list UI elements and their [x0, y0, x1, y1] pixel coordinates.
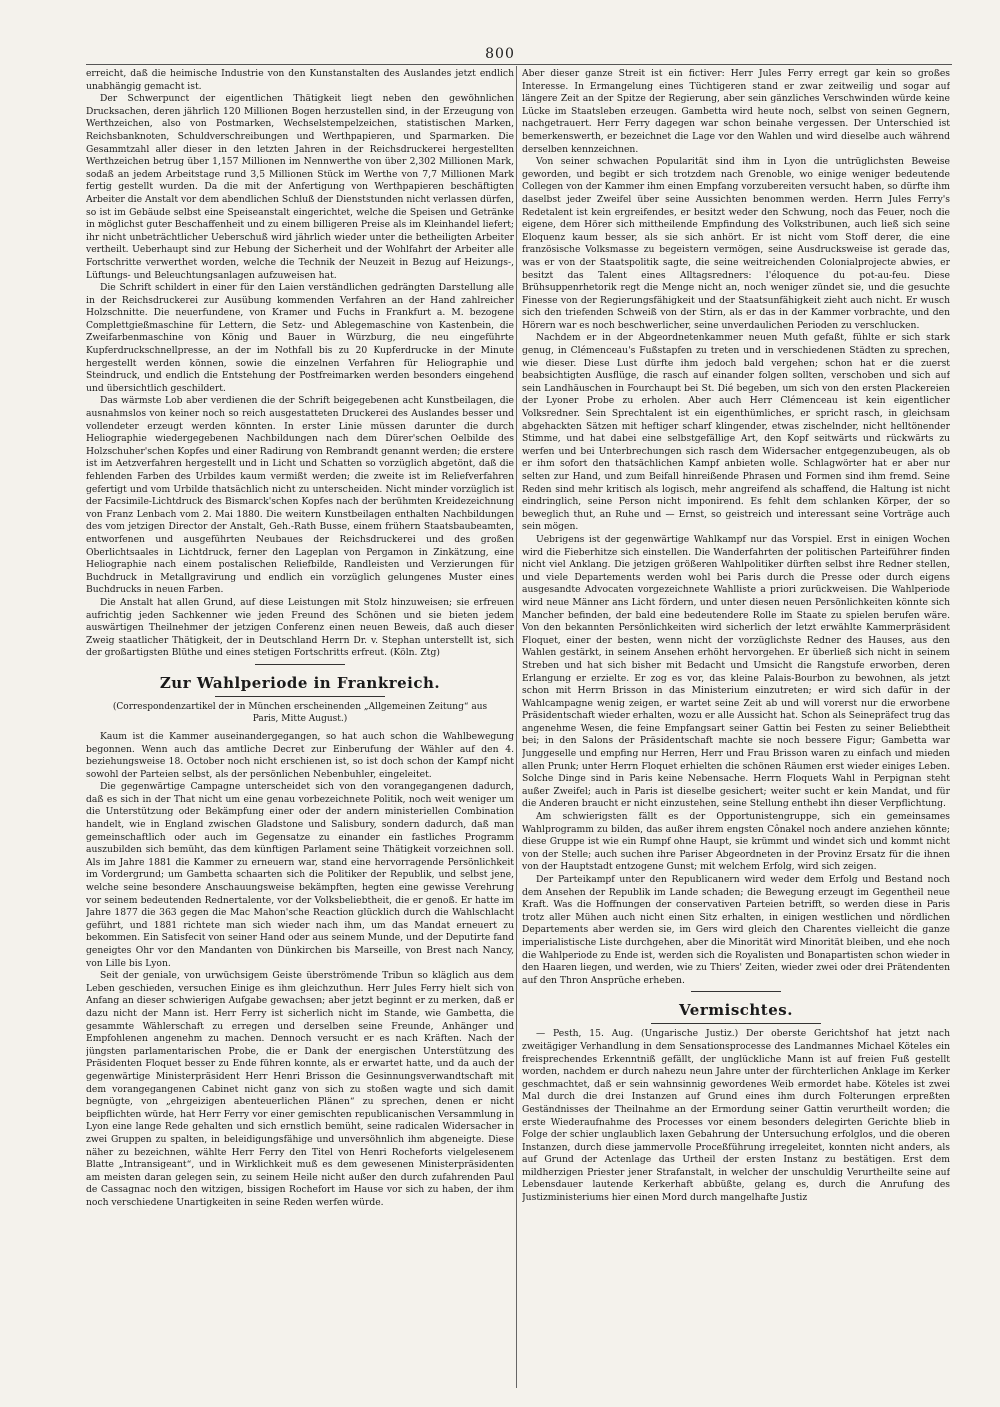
article-paragraph: Die Schrift schildert in einer für den Laien verständlichen gedrängten Darstellung alle in der Reichsdruckerei zur Ausübung kommenden Verfahren an der Hand zahlreicher Holzschnitte. Die neuerfundene, von Kramer und Fuchs in Frankfurt a. M. bezogene Complettgießmaschine für Lettern, die Setz- und Ablegemaschine von Kastenbein, die Zweifarbenmaschine von König und Bauer in Würzburg, die neu eingeführte Kupferdruckschnellpresse, an der im Nothfall bis zu 20 Kupferdrucke in der Minute hergestellt werden können, sowie die einzelnen Verfahren für Heliographie und Steindruck, und endlich die Entstehung der Postfreimarken werden besonders eingehend und übersichtlich geschildert. [86, 282, 514, 394]
article-paragraph: Seit der geniale, von urwüchsigem Geiste überströmende Tribun so kläglich aus dem Leben geschieden, versuchen Einige es ihm gleichzuthun. Herr Jules Ferry hielt sich von Anfang an dieser schwierigen Aufgabe gewachsen; aber jetzt beginnt er zu merken, daß er dazu nicht der Mann ist. Herr Ferry ist sicherlich nicht im Stande, wie Gambetta, die gesammte Wählerschaft zu erregen und derselben seine Freunde, Anhänger und Empfohlenen angenehm zu machen. Dennoch versucht er es nach Kräften. Nach der jüngsten parlamentarischen Probe, die er Dank der energischen Unterstützung des Präsidenten Floquet besser zu Ende führen konnte, als er erwartet hatte, und da auch der gegenwärtige Ministerpräsident Herr Henri Brisson die Gesinnungsverwandtschaft mit dem vorangegangenen Cabinet nicht ganz von sich zu stoßen wagte und sich damit begnügte, von „ehrgeizigen abenteuerlichen Plänen“ zu sprechen, denen er nicht beipflichten würde, hat Herr Ferry vor einer gemischten republicanischen Versammlung in Lyon eine lange Rede gehalten und sich ernstlich bemüht, seine radicalen Widersacher in zwei Gruppen zu spalten, in beleidigungsfähige und unversöhnlich ihm abgeneigte. Diese näher zu bezeichnen, wählte Herr Ferry den Titel von Henri Rocheforts vielgelesenem Blatte „Intransigeant“, und in Wirklichkeit muß es dem gewesenen Ministerpräsidenten am meisten daran gelegen sein, zu seinem Heile nicht außer den durch zufahrenden Paul de Cassagnac noch den witzigen, bissigen Rochefort im Hause vor sich zu haben, der ihm noch verschiedene Unartigkeiten in seine Reden werfen würde. [86, 970, 514, 1208]
section-heading: Vermischtes. [679, 1001, 793, 1020]
article-paragraph: Der Schwerpunct der eigentlichen Thätigkeit liegt neben den gewöhnlichen Drucksachen, deren jährlich 120 Millionen Bogen herzustellen sind, in der Erzeugung von Werthzeichen, also von Postmarken, Wechselstempelzeichen, statistischen Marken, Reichsbanknoten, Schuldverschreibungen und Werthpapieren, und Sparmarken. Die Gesammtzahl aller dieser in den letzten Jahren in der Reichsdruckerei hergestellten Werthzeichen betrug über 1,157 Millionen im Nennwerthe von über 2,302 Millionen Mark, sodaß an jedem Arbeitstage rund 3,5 Millionen Stück im Werthe von 7,7 Millionen Mark fertig gestellt wurden. Da die mit der Anfertigung von Werthpapieren beschäftigten Arbeiter die Anstalt vor dem abendlichen Schluß der Dienststunden nicht verlassen dürfen, so ist im Gebäude selbst eine Speiseanstalt eingerichtet, welche die Speisen und Getränke in möglichst guter Beschaffenheit und zu einem billigeren Preise als im Kleinhandel liefert; ihr nicht unbeträchtlicher Ueberschuß wird jährlich wieder unter die betheiligten Arbeiter vertheilt. Ueberhaupt sind zur Hebung der Sicherheit und der Wohlfahrt der Arbeiter alle Fortschritte verwerthet worden, welche die Technik der Neuzeit in Bezug auf Heizungs-, Lüftungs- und Beleuchtungsanlagen aufzuweisen hat. [86, 93, 514, 281]
article-paragraph: Am schwierigsten fällt es der Opportunistengruppe, sich ein gemeinsames Wahlprogramm zu bilden, das außer ihrem engsten Cônakel noch andere anziehen könnte; diese Gruppe ist wie ein Rumpf ohne Haupt, sie krümmt und windet sich und kommt nicht von der Stelle; auch suchen ihre Pariser Abgeordneten in der Provinz Ersatz für die ihnen von der Hauptstadt entzogene Gunst; mit welchem Erfolg, wird sich zeigen. [522, 811, 950, 873]
left-column [86, 68, 514, 1388]
column-divider [516, 66, 517, 1388]
article-paragraph: Nachdem er in der Abgeordnetenkammer neuen Muth gefaßt, fühlte er sich stark genug, in Clémenceau's Fußstapfen zu treten und in verschiedenen Städten zu sprechen, wie dieser. Diese Lust dürfte ihm jedoch bald vergehen; schon hat er die zuerst beabsichtigten Ausflüge, die rasch auf einander folgen sollten, verschoben und sich auf sein Landhäuschen in Fourchaupt bei St. Dié begeben, um sich von den ersten Plackereien der Lyoner Probe zu erholen. Aber auch Herr Clémenceau ist kein eigentlicher Volksredner. Sein Sprechtalent ist ein eigenthümliches, er spricht rasch, in gleichsam abgehackten Sätzen mit heftiger scharf klingender, etwas zischelnder, nicht helltönender Stimme, und hat dabei eine selbstgefällige Art, den Kopf seitwärts und rückwärts zu werfen und bei Unterbrechungen sich rasch dem Widersacher entgegenzubeugen, als ob er ihm sofort den thatsächlichen Kampf anbieten wolle. Schlagwörter hat er aber nur selten zur Hand, und zum Beifall hinreißende Phrasen und Formen sind ihm fremd. Seine Reden sind mehr kritisch als logisch, mehr angreifend als schaffend, die Haltung ist nicht eindringlich, seine Person nicht imponirend. Es fehlt dem schlanken Körper, der so beweglich thut, an Ruhe und — Ernst, so geistreich und interessant seine Vorträge auch sein mögen. [522, 332, 950, 533]
article-paragraph: Uebrigens ist der gegenwärtige Wahlkampf nur das Vorspiel. Erst in einigen Wochen wird die Fieberhitze sich einstellen. Die Wanderfahrten der politischen Parteiführer finden nicht viel Anklang. Die jetzigen größeren Wahlpolitiker dürften selbst ihre Redner stellen, und viele Departements werden wohl bei Paris durch die Presse oder durch eigens ausgesandte Advocaten vorgezeichnete Wahlliste a priori zurückweisen. Die Wahlperiode wird neue Männer ans Licht fördern, und unter diesen neuen Persönlichkeiten könnte sich Mancher befinden, der bald eine bedeutendere Rolle im Staate zu spielen berufen wäre. Von den bekannten Persönlichkeiten wird sicherlich der letzt erwählte Kammerpräsident Floquet, einer der besten, wenn nicht der vorzüglichste Redner des Hauses, aus den Wahlen gestärkt, in seinem Ansehen erhöht hervorgehen. Er überließ sich nicht in seinem Streben und hat sich bisher mit Bedacht und Umsicht die Rangstufe erworben, deren Erlangung er erzielte. Er zog es vor, das kleine Palais-Bourbon zu bewohnen, als jetzt schon mit Herrn Brisson in das Ministerium einzutreten; er wird sich dafür in der Wahlcampagne wenig zeigen, er wartet seine Zeit ab und will vorerst nur die erworbene Präsidentschaft wieder erhalten, wozu er alle Aussicht hat. Schon als Seinepräfect trug das angenehme Wesen, die feine Empfangsart seiner Gattin bei Festen zu seiner Beliebtheit bei; in den Salons der Präsidentschaft machte sie noch bessere Figur; Gambetta war Junggeselle und empfing nur Herren, Herr und Frau Brisson waren zu einfach und mieden allen Prunk; unter Herrn Floquet erhielten die schönen Räumen erst wieder einiges Leben. Solche Dinge sind in Paris keine Nebensache. Herrn Floquets Wahl in Perpignan steht außer Zweifel; auch in Paris ist dieselbe gesichert; weiter sucht er kein Mandat, und für die Anderen braucht er nicht einzustehen, seine Stellung enthebt ihn dieser Verpflichtung. [522, 533, 950, 810]
article-paragraph: Die Anstalt hat allen Grund, auf diese Leistungen mit Stolz hinzuweisen; sie erfreuen aufrichtig jeden Sachkenner wie jeden Freund des Schönen und sie bieten jedem auswärtigen Theilnehmer der jetzigen Conferenz einen neuen Beweis, daß auch dieser Zweig staatlicher Thätigkeit, der in Deutschland Herrn Dr. v. Stephan unterstellt ist, sich der großartigsten Blüthe und eines stetigen Fortschritts erfreut. (Köln. Ztg) [86, 596, 514, 659]
section-subheading: (Correspondenzartikel der in München erscheinenden „Allgemeinen Zeitung“ aus Paris, Mitte August.) [112, 701, 488, 724]
article-paragraph: Der Parteikampf unter den Republicanern wird weder dem Erfolg und Bestand noch dem Ansehen der Republik im Lande schaden; die Bewegung erzeugt im Gegentheil neue Kraft. Was die Hoffnungen der conservativen Parteien betrifft, so werden diese in Paris trotz aller Mühen auch nicht einen Sitz erhalten, in einigen westlichen und nördlichen Departements aber werden sie, im Gers wird gleich den Charentes vielleicht die ganze imperialistische Liste durchgehen, aber die Minorität wird Minorität bleiben, und ehe noch die Wahlperiode zu Ende ist, werden sich die Royalisten und Bonapartisten schon wieder in den Haaren liegen, und werden, wie zu Thiers' Zeiten, wieder zwei oder drei Prätendenten auf den Thron Ansprüche erheben. [522, 874, 950, 986]
article-paragraph: Kaum ist die Kammer auseinandergegangen, so hat auch schon die Wahlbewegung begonnen. Wenn auch das amtliche Decret zur Einberufung der Wähler auf den 4. beziehungsweise 18. October noch nicht erschienen ist, so ist doch schon der Kampf nicht sowohl der Parteien selbst, als der persönlichen Nebenbuhler, eingeleitet. [86, 730, 514, 780]
article-paragraph: Die gegenwärtige Campagne unterscheidet sich von den vorangegangenen dadurch, daß es sich in der That nicht um eine genau vorbezeichnete Politik, noch weit weniger um die Unterstützung oder Bekämpfung einer oder der andern ministeriellen Combination handelt, wie in England zwischen Gladstone und Salisbury, sondern dadurch, daß man gemeinschaftlich oder auch im Gegensatze zu einander ein fastliches Programm auszubilden sich bemüht, das dem künftigen Parlament seine Thätigkeit vorzeichnen soll. Als im Jahre 1881 die Kammer zu erneuern war, stand eine hervorragende Persönlichkeit im Vordergrund; um Gambetta schaarten sich die Politiker der Republik, und selbst jene, welche seine besondere Anschauungsweise bekämpften, hegten eine gewisse Verehrung vor seinem bedeutenden Rednertalente, vor der Volksbeliebtheit, die er genoß. Er hatte im Jahre 1877 die 363 gegen die Mac Mahon'sche Reaction glücklich durch die Wahlschlacht geführt, und 1881 richtete man sich wieder nach ihm, um das Mandat erneuert zu bekommen. Ein Satisfecit von seiner Hand oder aus seinem Munde, und der Deputirte fand geneigtes Ohr vor den Mandanten von Dünkirchen bis Marseille, von Brest nach Nancy, von Lille bis Lyon. [86, 781, 514, 969]
article-paragraph: — Pesth, 15. Aug. (Ungarische Justiz.) Der oberste Gerichtshof hat jetzt nach zweitägiger Verhandlung in dem Sensationsprocesse des Landmannes Michael Köteles ein freisprechendes Erkenntniß gefällt, der unglückliche Mann ist auf freien Fuß gestellt worden, nachdem er durch nahezu neun Jahre unter der fürchterlichen Anklage im Kerker geschmachtet, daß er sein wahnsinnig gewordenes Weib ermordet habe. Köteles ist zwei Mal durch die drei Instanzen auf Grund eines ihm durch Folterungen erpreßten Geständnisses der Theilnahme an der Ermordung seiner Gattin verurtheilt worden; die erste Wiederaufnahme des Processes vor einem besonders delegirten Gerichte blieb in Folge der schier unglaublich laxen Gebahrung der Untersuchung erfolglos, und die oberen Instanzen, durch diese jammervolle Proceßführung irregeleitet, konnten nicht anders, als auf Grund der Actenlage das Urtheil der ersten Instanz zu bestätigen. Erst dem mildherzigen Priester jener Strafanstalt, in welcher der unschuldig Verurtheilte seine auf Lebensdauer lautende Kerkerhaft abbüßte, gelang es, durch die Anrufung des Justizministeriums hier einen Mord durch mangelhafte Justiz [522, 1028, 950, 1204]
article-paragraph: erreicht, daß die heimische Industrie von den Kunstanstalten des Auslandes jetzt endlich unabhängig gemacht ist. [86, 68, 514, 92]
section-heading: Zur Wahlperiode in Frankreich. [159, 673, 441, 692]
heading-rule [215, 696, 385, 697]
article-paragraph: Von seiner schwachen Popularität sind ihm in Lyon die untrüglichsten Beweise geworden, und begibt er sich trotzdem nach Grenoble, wo einige weniger bedeutende Collegen von der Kammer ihm einen Empfang vorzubereiten versucht haben, so dürfte ihm daselbst jeder Zweifel über seine Aussichten benommen werden. Herrn Jules Ferry's Redetalent ist kein ergreifendes, er besitzt weder den Schwung, noch das Feuer, noch die eigene, dem Hörer sich mittheilende Empfindung des Volkstribunen, auch ließ sich seine Eloquenz kaum besser, als sie sich anhört. Er ist nicht vom Stoff derer, die eine französische Volksmasse zu begeistern vermögen, seine Ausdrucksweise ist gerade das, was er von der Staatspolitik sagte, die seine weitreichenden Colonialprojecte abwies, er besitzt das Talent eines Alltagsredners: l'éloquence du pot-au-feu. Diese Brühsuppenrhetorik regt die Menge nicht an, noch weniger zündet sie, und die gesuchte Finesse von der Regierungsfähigkeit und der Staatsunfähigkeit zieht auch nicht. Er wusch sich den triefenden Schweiß von der Stirn, als er das in der Kammer vorbrachte, und den Hörern war es noch beschwerlicher, seine unverdaulichen Perioden zu verschlucken. [522, 156, 950, 331]
heading-rule [651, 1023, 821, 1024]
right-column [522, 68, 950, 1388]
top-rule [86, 64, 952, 65]
article-paragraph: Aber dieser ganze Streit ist ein fictiver: Herr Jules Ferry erregt gar kein so großes Interesse. In Ermangelung eines Tüchtigeren stand er zwar zeitweilig und sogar auf längere Zeit an der Spitze der Regierung, aber sein gänzliches Verschwinden würde keine Lücke im Staatsleben erzeugen. Gambetta wird heute noch, selbst von seinen Gegnern, nachgetrauert. Herr Ferry dagegen war schon beinahe vergessen. Der Unterschied ist bemerkenswerth, er bezeichnet die Lage vor den Wahlen und wird dieselbe auch während derselben kennzeichnen. [522, 68, 950, 155]
article-paragraph: Das wärmste Lob aber verdienen die der Schrift beigegebenen acht Kunstbeilagen, die ausnahmslos von keiner noch so reich ausgestatteten Druckerei des Auslandes besser und vollendeter erzeugt werden könnten. In erster Linie müssen darunter die durch Heliographie wiedergegebenen Nachbildungen nach dem Dürer'schen Oelbilde des Holzschuher'schen Kopfes und einer Radirung von Rembrandt genannt werden; die erstere ist im Aetzverfahren hergestellt und in Licht und Schatten so vorzüglich abgetönt, daß die fehlenden Farben des Urbildes kaum vermißt werden; die zweite ist im Reliefverfahren gefertigt und vom Urbilde thatsächlich nicht zu unterscheiden. Nicht minder vorzüglich ist der Facsimile-Lichtdruck des Bismarck'schen Kopfes nach der berühmten Kreidezeichnung von Franz Lenbach vom 2. Mai 1880. Die weitern Kunstbeilagen enthalten Nachbildungen des vom jetzigen Director der Anstalt, Geh.-Rath Busse, einem frühern Staatsbaubeamten, entworfenen und ausgeführten Neubaues der Reichsdruckerei und des großen Oberlichtsaales in Lichtdruck, ferner den Lageplan von Pergamon in Zinkätzung, eine Heliographie nach einem postalischen Reliefbilde, Randleisten und Verzierungen für Buchdruck in Metallgravirung und endlich ein vorzüglich gelungenes Muster eines Buchdrucks in neuen Farben. [86, 395, 514, 596]
article-separator [691, 991, 781, 992]
article-separator [255, 664, 345, 665]
page-number: 800 [485, 46, 515, 62]
